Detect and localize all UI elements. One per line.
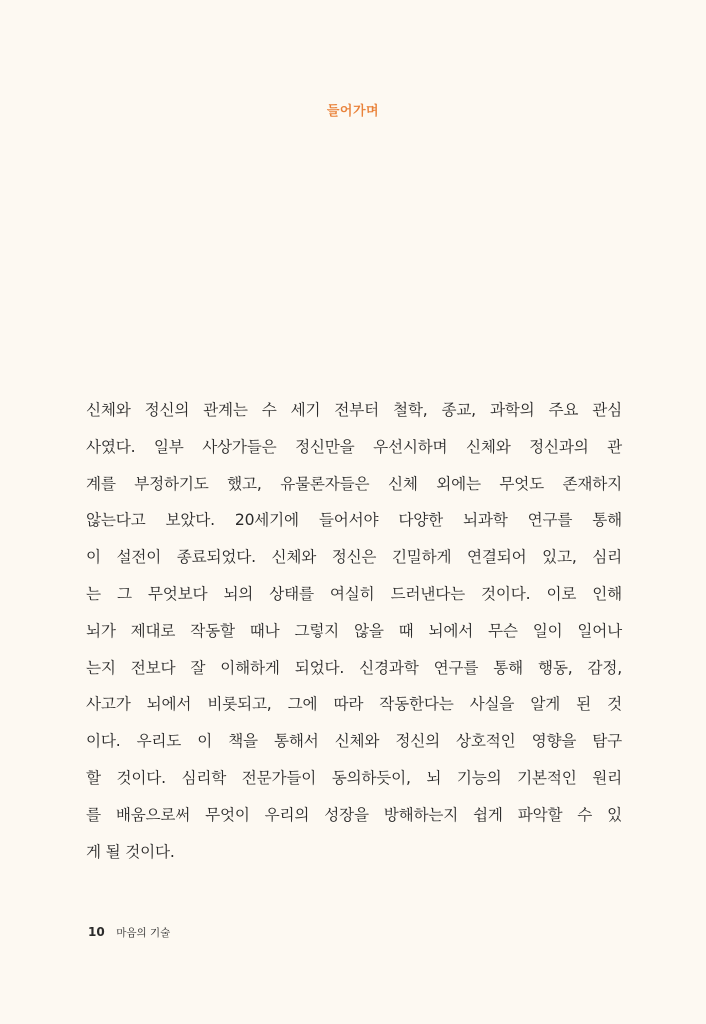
body-line: 게 될 것이다. [86, 842, 175, 861]
body-line: 계를 부정하기도 했고, 유물론자들은 신체 외에는 무엇도 존재하지 [86, 474, 622, 493]
book-title: 마음의 기술 [116, 927, 171, 939]
body-line: 않는다고 보았다. 20세기에 들어서야 다양한 뇌과학 연구를 통해 [86, 511, 622, 530]
body-line: 이다. 우리도 이 책을 통해서 신체와 정신의 상호적인 영향을 탐구 [86, 732, 622, 751]
page-footer [88, 925, 170, 940]
page-number: 10 [88, 925, 105, 939]
body-line: 뇌가 제대로 작동할 때나 그렇지 않을 때 뇌에서 무슨 일이 일어나 [86, 621, 622, 640]
body-line: 는 그 무엇보다 뇌의 상태를 여실히 드러낸다는 것이다. 이로 인해 [86, 584, 622, 603]
body-line: 할 것이다. 심리학 전문가들이 동의하듯이, 뇌 기능의 기본적인 원리 [86, 768, 622, 787]
body-line: 사고가 뇌에서 비롯되고, 그에 따라 작동한다는 사실을 알게 된 것 [86, 695, 622, 714]
body-text [86, 392, 622, 870]
body-line: 사였다. 일부 사상가들은 정신만을 우선시하며 신체와 정신과의 관 [86, 437, 622, 456]
body-line: 를 배움으로써 무엇이 우리의 성장을 방해하는지 쉽게 파악할 수 있 [86, 805, 622, 824]
body-line: 는지 전보다 잘 이해하게 되었다. 신경과학 연구를 통해 행동, 감정, [86, 658, 622, 677]
chapter-title: 들어가며 [326, 104, 380, 119]
body-line: 이 설전이 종료되었다. 신체와 정신은 긴밀하게 연결되어 있고, 심리 [86, 548, 622, 567]
body-line: 신체와 정신의 관계는 수 세기 전부터 철학, 종교, 과학의 주요 관심 [86, 401, 622, 419]
